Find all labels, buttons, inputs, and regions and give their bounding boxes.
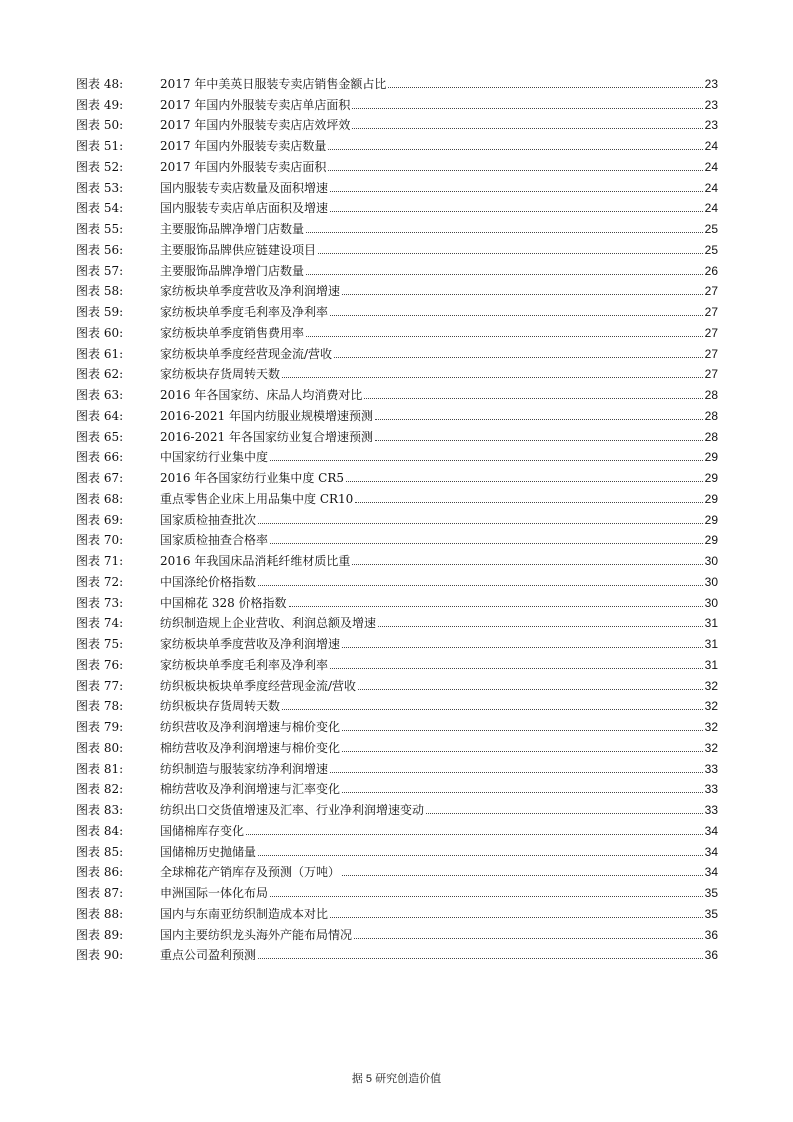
dot-leader [330,668,703,669]
page-number: 26 [704,263,718,278]
page-number: 23 [704,118,718,133]
figure-label: 图表 81: [76,761,124,776]
dot-leader [342,294,703,295]
dot-leader [328,170,702,171]
figure-title: 全球棉花产销库存及预测（万吨） [160,865,341,880]
dot-leader [258,958,703,959]
dot-leader [375,419,703,420]
dot-leader [342,730,703,731]
page-number: 31 [704,637,718,651]
toc-entry[interactable] [76,319,718,340]
page-number: 36 [704,948,718,963]
dot-leader [375,440,703,441]
toc-entry[interactable] [76,361,718,382]
figure-label: 图表 66: [76,450,124,465]
toc-entry[interactable] [76,921,718,942]
toc-entry[interactable] [76,817,718,838]
figure-label: 图表 89: [76,927,124,942]
figure-label: 图表 52: [76,159,124,174]
dot-leader [330,191,703,192]
figure-label: 图表 63: [76,388,124,402]
figure-title: 家纺板块单季度销售费用率 [160,325,305,340]
page-number: 24 [704,139,718,153]
page-number: 28 [704,388,718,402]
dot-leader [330,917,703,918]
dot-leader [334,357,703,358]
page-number: 30 [704,574,718,589]
dot-leader [306,274,703,275]
toc-entry[interactable] [76,174,718,195]
figure-title: 家纺板块单季度营收及净利润增速 [160,637,341,651]
figure-label: 图表 49: [76,97,124,112]
dot-leader [342,792,703,793]
toc-entry[interactable] [76,547,718,568]
dot-leader [282,377,703,378]
toc-entry[interactable] [76,900,718,921]
figure-label: 图表 64: [76,408,124,423]
figure-title: 纺织板块存货周转天数 [160,699,281,714]
toc-entry[interactable] [76,713,718,734]
page-number: 24 [704,180,718,195]
figure-title: 重点零售企业床上用品集中度 CR10 [160,491,354,506]
figure-title: 国内与东南亚纺织制造成本对比 [160,906,329,921]
dot-leader [330,315,703,316]
figure-title: 国内服装专卖店单店面积及增速 [160,201,329,216]
page-number: 24 [704,159,718,174]
figure-label: 图表 79: [76,720,124,734]
dot-leader [330,772,703,773]
page-number: 32 [704,678,718,693]
figure-label: 图表 62: [76,367,124,382]
page-number: 30 [704,595,718,610]
figure-label: 图表 84: [76,823,124,838]
figure-title: 2016 年我国床品消耗纤维材质比重 [160,554,351,568]
page-number: 24 [704,201,718,216]
dot-leader [328,149,702,150]
toc-entry[interactable] [76,423,718,444]
figure-title: 中国棉花 328 价格指数 [160,595,287,610]
page-number: 29 [704,491,718,506]
toc-entry[interactable] [76,693,718,714]
figure-label: 图表 73: [76,595,124,610]
dot-leader [378,626,703,627]
figure-label: 图表 60: [76,325,124,340]
figure-title: 国储棉库存变化 [160,823,245,838]
dot-leader [282,709,703,710]
figure-title: 国家质检抽查批次 [160,512,257,527]
page-number: 33 [704,803,718,817]
page-number: 31 [704,657,718,672]
figure-title: 中国涤纶价格指数 [160,574,257,589]
figure-title: 家纺板块单季度经营现金流/营收 [160,346,333,361]
figure-label: 图表 68: [76,491,124,506]
toc-entry[interactable] [76,838,718,859]
figure-title: 2016-2021 年国内纺服业规模增速预测 [160,408,373,423]
dot-leader [355,502,702,503]
toc-entry[interactable] [76,132,718,153]
figure-label: 图表 56: [76,242,124,257]
figure-label: 图表 77: [76,678,124,693]
figure-label: 图表 71: [76,554,124,568]
figure-title: 重点公司盈利预测 [160,948,257,963]
figure-title: 主要服饰品牌供应链建设项目 [160,242,317,257]
page-number: 27 [704,325,718,340]
table-of-figures [76,70,718,962]
toc-entry[interactable] [76,215,718,236]
toc-entry[interactable] [76,485,718,506]
figure-title: 国储棉历史抛储量 [160,844,257,859]
figure-title: 2017 年国内外服装专卖店单店面积 [160,97,351,112]
toc-entry[interactable] [76,942,718,963]
figure-label: 图表 86: [76,865,124,880]
figure-label: 图表 50: [76,118,124,133]
figure-label: 图表 78: [76,699,124,714]
figure-label: 图表 80: [76,740,124,755]
toc-entry[interactable] [76,91,718,112]
figure-title: 中国家纺行业集中度 [160,450,269,465]
figure-label: 图表 83: [76,803,124,817]
page-number: 32 [704,720,718,734]
toc-entry[interactable] [76,195,718,216]
toc-entry[interactable] [76,734,718,755]
figure-label: 图表 67: [76,471,124,485]
page-number: 31 [704,616,718,631]
figure-label: 图表 51: [76,139,124,153]
figure-label: 图表 90: [76,948,124,963]
dot-leader [346,481,703,482]
dot-leader [270,896,703,897]
toc-entry[interactable] [76,651,718,672]
figure-label: 图表 58: [76,284,124,299]
toc-entry[interactable] [76,589,718,610]
dot-leader [318,253,703,254]
dot-leader [352,564,702,565]
figure-title: 2016 年各国家纺、床品人均消费对比 [160,388,363,402]
figure-title: 纺织出口交货值增速及汇率、行业净利润增速变动 [160,803,425,817]
toc-entry[interactable] [76,298,718,319]
toc-entry[interactable] [76,506,718,527]
page-footer: 据 5 研究创造价值 [351,1073,442,1085]
figure-title: 家纺板块存货周转天数 [160,367,281,382]
figure-title: 2017 年中美英日服装专卖店销售金额占比 [160,76,387,91]
toc-entry[interactable] [76,70,718,91]
figure-label: 图表 57: [76,263,124,278]
figure-title: 家纺板块单季度毛利率及净利率 [160,657,329,672]
dot-leader [352,108,702,109]
toc-entry[interactable] [76,527,718,548]
page-number: 29 [704,471,718,485]
toc-entry[interactable] [76,879,718,900]
dot-leader [352,128,702,129]
figure-title: 2016-2021 年各国家纺业复合增速预测 [160,429,373,444]
toc-entry[interactable] [76,630,718,651]
dot-leader [258,585,703,586]
toc-entry[interactable] [76,381,718,402]
page-number: 30 [704,554,718,568]
toc-entry[interactable] [76,257,718,278]
figure-label: 图表 75: [76,637,124,651]
toc-entry[interactable] [76,610,718,631]
dot-leader [388,87,702,88]
page-number: 33 [704,782,718,797]
toc-entry[interactable] [76,153,718,174]
figure-label: 图表 59: [76,305,124,319]
figure-label: 图表 85: [76,844,124,859]
page-number: 33 [704,761,718,776]
figure-title: 2017 年国内外服装专卖店面积 [160,159,327,174]
dot-leader [246,834,703,835]
page-number: 35 [704,886,718,900]
figure-title: 家纺板块单季度毛利率及净利率 [160,305,329,319]
figure-title: 家纺板块单季度营收及净利润增速 [160,284,341,299]
dot-leader [330,211,703,212]
toc-entry[interactable] [76,402,718,423]
toc-entry[interactable] [76,464,718,485]
toc-entry[interactable] [76,568,718,589]
toc-entry[interactable] [76,340,718,361]
figure-title: 主要服饰品牌净增门店数量 [160,222,305,236]
figure-label: 图表 72: [76,574,124,589]
page-number: 23 [704,97,718,112]
dot-leader [270,460,703,461]
figure-title: 国内服装专卖店数量及面积增速 [160,180,329,195]
toc-entry[interactable] [76,112,718,133]
figure-label: 图表 87: [76,886,124,900]
toc-entry[interactable] [76,236,718,257]
dot-leader [306,232,703,233]
page-number: 32 [704,699,718,714]
page-number: 27 [704,367,718,382]
figure-label: 图表 76: [76,657,124,672]
figure-title: 2016 年各国家纺行业集中度 CR5 [160,471,345,485]
figure-title: 纺织板块板块单季度经营现金流/营收 [160,678,357,693]
figure-title: 纺织制造规上企业营收、利润总额及增速 [160,616,377,631]
figure-label: 图表 61: [76,346,124,361]
figure-title: 纺织营收及净利润增速与棉价变化 [160,720,341,734]
page-number: 25 [704,242,718,257]
figure-label: 图表 74: [76,616,124,631]
figure-title: 纺织制造与服装家纺净利润增速 [160,761,329,776]
toc-entry[interactable] [76,859,718,880]
toc-entry[interactable] [76,755,718,776]
page-number: 29 [704,450,718,465]
page-number: 27 [704,305,718,319]
dot-leader [426,813,703,814]
page-number: 34 [704,865,718,880]
dot-leader [342,647,703,648]
figure-label: 图表 69: [76,512,124,527]
page-number: 29 [704,512,718,527]
page-number: 32 [704,740,718,755]
page-number: 29 [704,533,718,548]
page-number: 34 [704,844,718,859]
figure-label: 图表 70: [76,533,124,548]
figure-title: 棉纺营收及净利润增速与棉价变化 [160,740,341,755]
page-number: 36 [704,927,718,942]
page-number: 27 [704,346,718,361]
figure-title: 国内主要纺织龙头海外产能布局情况 [160,927,353,942]
figure-label: 图表 88: [76,906,124,921]
figure-title: 2017 年国内外服装专卖店数量 [160,139,327,153]
dot-leader [258,523,703,524]
dot-leader [342,751,703,752]
figure-label: 图表 53: [76,180,124,195]
figure-title: 申洲国际一体化布局 [160,886,269,900]
figure-label: 图表 54: [76,201,124,216]
toc-entry[interactable] [76,776,718,797]
dot-leader [354,938,703,939]
figure-title: 主要服饰品牌净增门店数量 [160,263,305,278]
dot-leader [258,855,703,856]
page-number: 25 [704,222,718,236]
figure-label: 图表 48: [76,76,124,91]
figure-title: 棉纺营收及净利润增速与汇率变化 [160,782,341,797]
toc-entry[interactable] [76,796,718,817]
figure-title: 2017 年国内外服装专卖店店效坪效 [160,118,351,133]
page-number: 28 [704,429,718,444]
figure-label: 图表 55: [76,222,124,236]
page-number: 34 [704,823,718,838]
dot-leader [270,543,703,544]
figure-title: 国家质检抽查合格率 [160,533,269,548]
page-number: 35 [704,906,718,921]
toc-entry[interactable] [76,278,718,299]
toc-entry[interactable] [76,672,718,693]
page-number: 28 [704,408,718,423]
dot-leader [289,606,703,607]
page-number: 23 [704,76,718,91]
page-number: 27 [704,284,718,299]
dot-leader [306,336,703,337]
toc-entry[interactable] [76,444,718,465]
figure-label: 图表 65: [76,429,124,444]
dot-leader [358,689,703,690]
dot-leader [342,875,703,876]
figure-label: 图表 82: [76,782,124,797]
dot-leader [364,398,702,399]
